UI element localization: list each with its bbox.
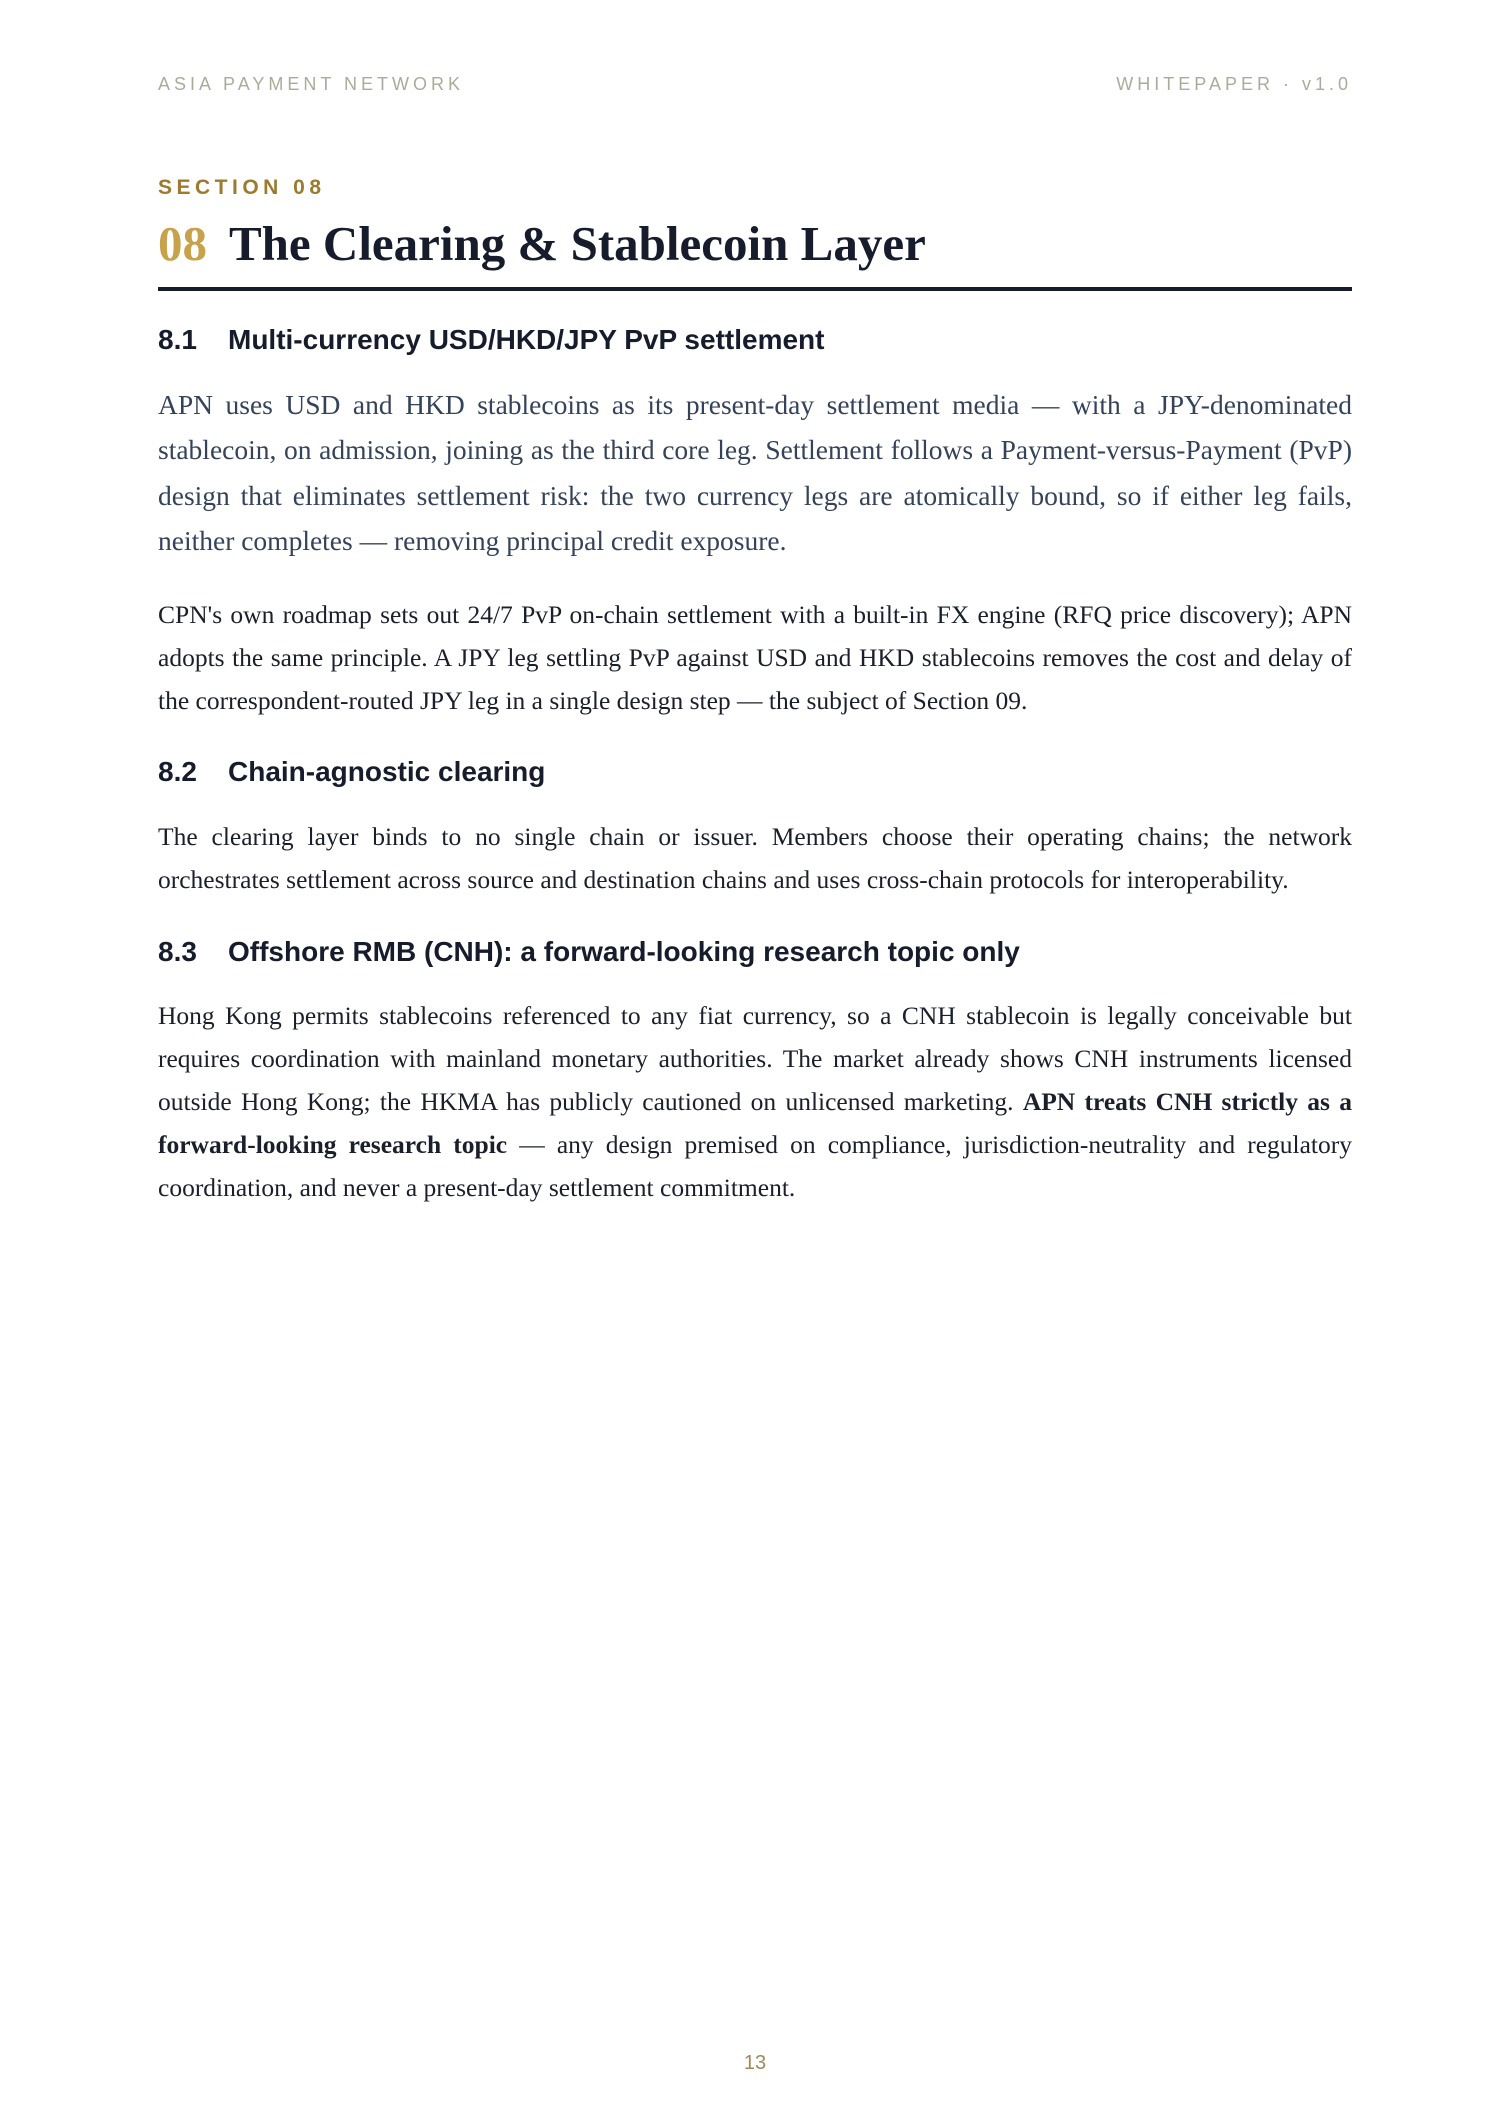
subsection-heading-8-2	[158, 754, 545, 790]
section-kicker: SECTION 08	[158, 176, 326, 199]
header-doc-version: WHITEPAPER · v1.0	[1116, 74, 1352, 94]
section-number: 08	[158, 216, 207, 271]
section-title	[158, 214, 1352, 274]
title-rule	[158, 287, 1352, 291]
header-publisher: ASIA PAYMENT NETWORK	[158, 74, 465, 94]
subsection-title: Multi-currency USD/HKD/JPY PvP settlement	[228, 324, 825, 355]
body-paragraph: CPN's own roadmap sets out 24/7 PvP on-chain settlement with a built-in FX engine (RFQ price discovery); APN adopts the same principle. A JPY leg settling PvP against USD and HKD stablecoins removes the cost and delay of the correspondent-routed JPY leg in a single design step — the subject of Section 09.	[158, 600, 1352, 715]
paragraph-text: — any design premised on compliance, jurisdiction-neutrality and regulatory coordination, and never a present-day settlement commitment.	[158, 1130, 1352, 1202]
running-header	[158, 74, 1352, 95]
subsection-title: Offshore RMB (CNH): a forward-looking research topic only	[228, 936, 1020, 967]
page-number: 13	[743, 2052, 767, 2074]
subsection-number: 8.1	[158, 324, 197, 355]
subsection-heading-8-3	[158, 934, 1020, 970]
body-paragraph: The clearing layer binds to no single chain or issuer. Members choose their operating chains; the network orchestrates settlement across source and destination chains and uses cross-chain protocols for interoperability.	[158, 822, 1352, 894]
lead-paragraph: APN uses USD and HKD stablecoins as its present-day settlement media — with a JPY-denominated stablecoin, on admission, joining as the third core leg. Settlement follows a Payment-versus-Payment (PvP) design that eliminates settlement risk: the two currency legs are atomically bound, so if either leg fails, neither completes — removing principal credit exposure.	[158, 389, 1352, 556]
emphasis-text: APN treats CNH strictly as a forward-looking research topic	[158, 1087, 1352, 1159]
paragraph-text: Hong Kong permits stablecoins referenced to any fiat currency, so a CNH stablecoin is legally conceivable but requires coordination with mainland monetary authorities. The market already shows CNH instruments licensed outside Hong Kong; the HKMA has publicly cautioned on unlicensed marketing.	[158, 1001, 1352, 1116]
body-paragraph-cnh	[158, 994, 1352, 1209]
subsection-number: 8.2	[158, 756, 197, 787]
section-title-text: The Clearing & Stablecoin Layer	[229, 216, 926, 271]
subsection-title: Chain-agnostic clearing	[228, 756, 546, 787]
subsection-number: 8.3	[158, 936, 197, 967]
subsection-heading-8-1	[158, 322, 824, 358]
